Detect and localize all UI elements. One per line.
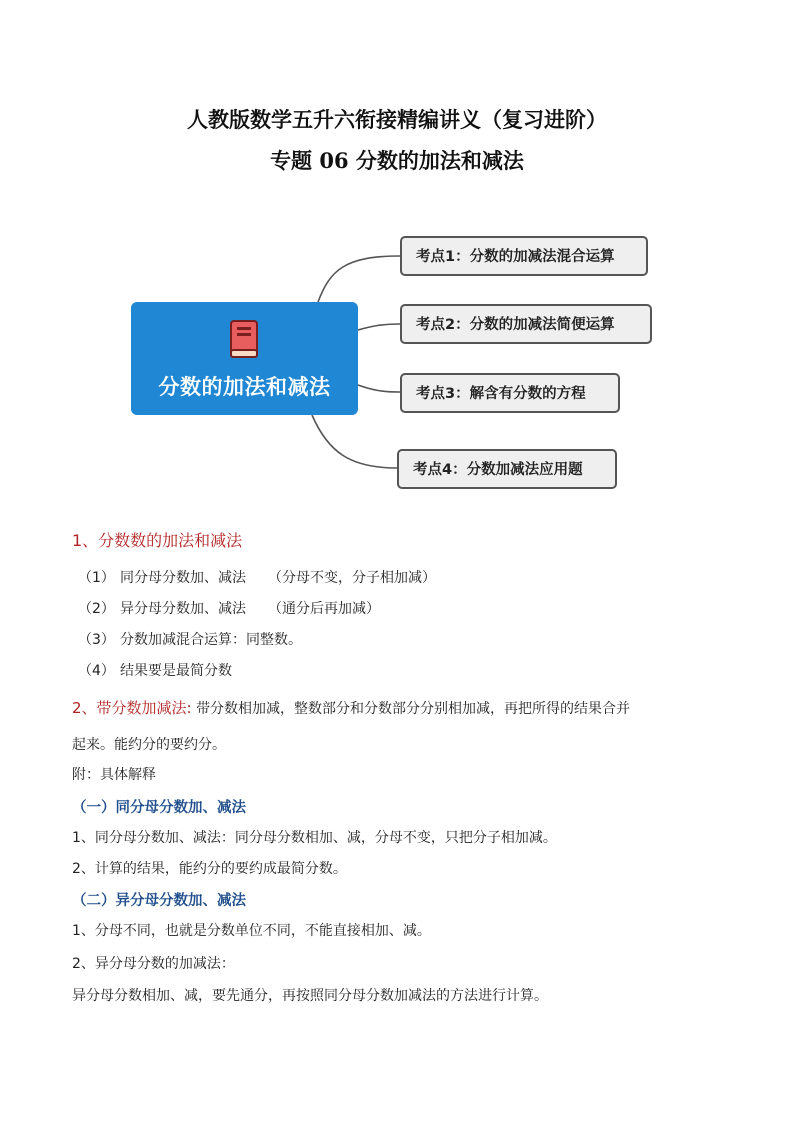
section-1-item-2 <box>78 598 380 618</box>
mindmap-center-label: 分数的加法和减法 <box>158 375 331 399</box>
mindmap-branch-3: 考点3：解含有分数的方程 <box>400 373 620 413</box>
item-number: （2） <box>78 601 115 617</box>
item-text: 分数加减混合运算：同整数。 <box>120 632 302 648</box>
item-number: （3） <box>78 632 115 648</box>
subsection-1-line-1: 1、同分母分数加、减法：同分母分数相加、减，分母不变，只把分子相加减。 <box>72 830 557 846</box>
connector-1 <box>318 256 400 302</box>
mindmap-branch-1: 考点1：分数的加减法混合运算 <box>400 236 648 276</box>
item-text: 结果要是最简分数 <box>120 663 232 679</box>
item-number: （4） <box>78 663 115 679</box>
section-1-heading: 1、分数数的加法和减法 <box>72 531 243 550</box>
subsection-2-line-3: 异分母分数相加、减，要先通分，再按照同分母分数加减法的方法进行计算。 <box>72 988 548 1004</box>
connector-3 <box>358 385 400 392</box>
item-note: （通分后再加减） <box>268 601 380 617</box>
document-subtitle: 专题 06 分数的加法和减法 <box>270 148 524 173</box>
connector-4 <box>312 415 397 468</box>
section-1-item-4 <box>78 660 232 680</box>
mindmap-branch-4: 考点4：分数加减法应用题 <box>397 449 617 489</box>
section-1-item-3 <box>78 629 302 649</box>
appendix-label: 附：具体解释 <box>72 767 156 783</box>
subsection-1-line-2: 2、计算的结果，能约分的要约成最简分数。 <box>72 861 347 877</box>
item-number: （1） <box>78 570 115 586</box>
section-2-paragraph <box>72 697 630 718</box>
section-2-text-continued: 起来。能约分的要约分。 <box>72 737 226 753</box>
item-note: （分母不变，分子相加减） <box>268 570 436 586</box>
mindmap-branch-2: 考点2：分数的加减法简便运算 <box>400 304 652 344</box>
mindmap-center-node <box>131 302 358 415</box>
section-2-label: 2、带分数加减法: <box>72 699 192 717</box>
book-icon <box>229 319 259 359</box>
document-title: 人教版数学五升六衔接精编讲义（复习进阶） <box>187 107 607 132</box>
item-text: 异分母分数加、减法 <box>120 601 246 617</box>
subsection-2-line-2: 2、异分母分数的加减法： <box>72 956 235 972</box>
subsection-2-heading: （二）异分母分数加、减法 <box>72 893 246 909</box>
subsection-2-line-1: 1、分母不同，也就是分数单位不同，不能直接相加、减。 <box>72 923 431 939</box>
section-1-item-1 <box>78 567 436 587</box>
subsection-1-heading: （一）同分母分数加、减法 <box>72 800 246 816</box>
section-2-text: 带分数相加减，整数部分和分数部分分别相加减，再把所得的结果合并 <box>196 701 631 717</box>
item-text: 同分母分数加、减法 <box>120 570 246 586</box>
connector-2 <box>358 324 400 330</box>
mindmap-connectors <box>0 0 794 520</box>
